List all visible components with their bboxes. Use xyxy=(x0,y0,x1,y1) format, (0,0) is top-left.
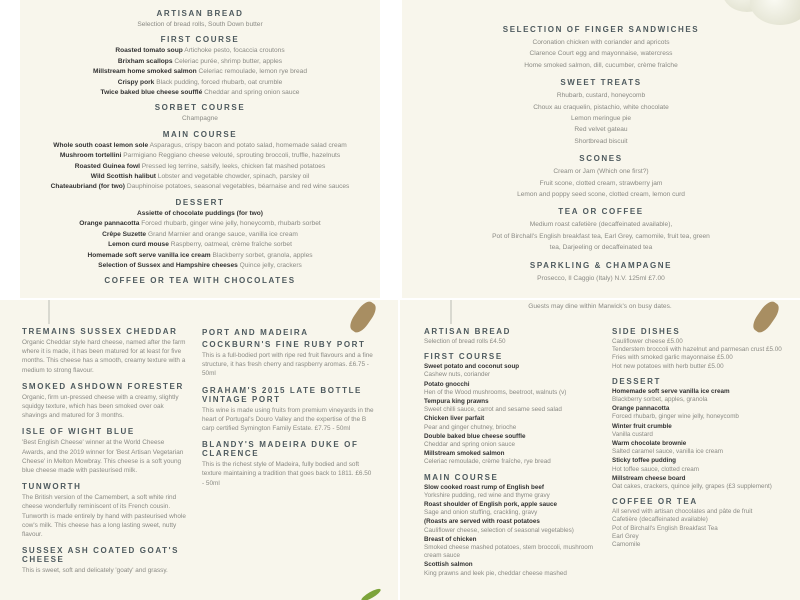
leaf-decoration-icon xyxy=(360,587,382,600)
menu-item xyxy=(20,151,380,161)
item-name: Assiette of chocolate puddings (for two) xyxy=(136,209,263,217)
item-name: Millstream home smoked salmon xyxy=(92,68,197,76)
menu-line: Lemon meringue pie xyxy=(570,115,632,123)
item-description: Cashew nuts, coriander xyxy=(424,371,491,379)
menu-item xyxy=(20,114,380,124)
menu-item xyxy=(20,240,380,250)
item-description: Celeriac remoulade, crème fraîche, rye bread xyxy=(424,458,551,466)
section-heading: MAIN COURSE xyxy=(424,472,499,482)
menu-item xyxy=(20,219,380,229)
menu-line: Clarence Court egg and mayonnaise, watercress xyxy=(529,50,673,58)
afternoon-tea-panel xyxy=(402,0,800,298)
menu-line: Medium roast cafetière (decaffeinated available), xyxy=(529,221,673,229)
item-description: Quince jelly, crackers xyxy=(239,261,302,269)
menu-item xyxy=(20,57,380,67)
menu-line: Camomile xyxy=(612,541,641,549)
item-description: Sweet chilli sauce, carrot and sesame seed salad xyxy=(424,406,562,414)
cheese-heading: TREMAINS SUSSEX CHEDDAR xyxy=(22,327,178,336)
item-name: Orange pannacotta xyxy=(79,220,140,228)
item-name: Crêpe Suzette xyxy=(102,230,147,238)
menu-item xyxy=(20,230,380,240)
menu-line: Tenderstem broccoli with hazelnut and parmesan crust £5.00 xyxy=(612,346,782,354)
item-description: Forced rhubarb, ginger wine jelly, honeycomb, rhubarb sorbet xyxy=(141,220,321,228)
section-heading: DESSERT xyxy=(612,376,661,386)
menu-line: Cauliflower cheese £5.00 xyxy=(612,338,683,345)
cheese-description: This is sweet, soft and delicately 'goaty' and grassy. xyxy=(22,567,168,575)
item-name: Millstream smoked salmon xyxy=(424,450,505,458)
item-name: Breast of chicken xyxy=(424,535,477,543)
item-description: Smoked cheese mashed potatoes, stem broccoli, mushroom cream sauce xyxy=(424,544,594,560)
section-heading: TEA OR COFFEE xyxy=(558,207,644,217)
menu-line: Red velvet gateau xyxy=(574,126,628,134)
item-name: Double baked blue cheese souffle xyxy=(424,432,526,440)
item-description: Lobster and vegetable chowder, spinach, parsley oil xyxy=(157,173,310,181)
menu-line: Shortbread biscuit xyxy=(574,137,628,145)
menu-item xyxy=(20,141,380,151)
item-description: Hot toffee sauce, clotted cream xyxy=(612,465,700,473)
menu-line: Hot new potatoes with herb butter £5.00 xyxy=(612,362,724,370)
menu-item xyxy=(20,162,380,172)
menu-line: Rhubarb, custard, honeycomb xyxy=(556,92,646,100)
item-description: Cheddar and spring onion sauce xyxy=(424,441,516,449)
item-description: Hen of the Wood mushrooms, beetroot, walnuts (v) xyxy=(424,388,567,396)
item-description: Pear and ginger chutney, brioche xyxy=(424,423,517,431)
menu-line: Earl Grey xyxy=(612,532,639,540)
menu-item xyxy=(20,182,380,192)
menu-item xyxy=(20,78,380,88)
menu-line: Home smoked salmon, dill, cucumber, crème fraîche xyxy=(524,61,678,69)
menu-line: Cream or Jam (Which one first?) xyxy=(553,168,649,176)
item-name: Millstream cheese board xyxy=(612,474,686,482)
item-name: Orange pannacotta xyxy=(612,405,670,413)
section-heading: ARTISAN BREAD xyxy=(156,9,244,18)
item-name: Tempura king prawns xyxy=(424,398,489,406)
item-name: Roasted Guinea fowl xyxy=(74,162,140,170)
item-description: Celeriac remoulade, lemon rye bread xyxy=(198,68,308,76)
port-section-heading: PORT AND MADEIRA xyxy=(202,328,309,337)
item-description: Yorkshire pudding, red wine and thyme gravy xyxy=(424,491,550,499)
cheese-heading: SMOKED ASHDOWN FORESTER xyxy=(22,381,184,391)
item-name: Warm chocolate brownie xyxy=(612,440,687,448)
item-name: Scottish salmon xyxy=(424,561,473,569)
cheese-port-panel xyxy=(0,300,398,600)
item-description: Artichoke pesto, focaccia croutons xyxy=(184,47,285,55)
item-description: Sage and onion stuffing, crackling, gravy xyxy=(424,509,538,517)
port-description: This is the richest style of Madeira, fully bodied and soft texture maintaining a tradition that goes back to 1811. £6.50 - 50ml xyxy=(202,461,372,487)
menu-line: Pot of Birchall's English breakfast tea, Earl Grey, camomile, fruit tea, green tea, Darjeeling or decaffeinated tea xyxy=(492,232,710,252)
cheese-heading: SUSSEX ASH COATED GOAT'S CHEESE xyxy=(22,546,180,565)
menu-line: Choux au craquelin, pistachio, white chocolate xyxy=(533,103,669,111)
port-heading: COCKBURN'S FINE RUBY PORT xyxy=(202,340,366,349)
cheese-heading: ISLE OF WIGHT BLUE xyxy=(22,427,135,437)
item-name: Lemon curd mouse xyxy=(108,241,169,249)
item-description: Blackberry sorbet, apples, granola xyxy=(612,396,708,404)
item-name: Homemade soft serve vanilla ice cream xyxy=(87,251,211,259)
port-heading: BLANDY'S MADEIRA DUKE OF CLARENCE xyxy=(202,440,359,459)
section-heading: DESSERT xyxy=(175,197,225,207)
menu-line: All served with artisan chocolates and pâte de fruit xyxy=(612,508,753,516)
item-description: Champagne xyxy=(182,115,218,123)
port-description: This wine is made using fruits from premium vineyards in the heart of Portugal's Douro Valley and the expertise of the B carp certified Symington Family Estate. £7.75 - 50ml xyxy=(202,406,374,433)
item-name: Chicken liver parfait xyxy=(424,415,485,423)
item-description: Parmigiano Reggiano cheese velouté, sprouting broccoli, truffle, hazelnuts xyxy=(123,152,341,160)
item-description: Asparagus, crispy bacon and potato salad, homemade salad cream xyxy=(149,141,347,149)
section-heading: SCONES xyxy=(579,154,623,164)
menu-line: Pot of Birchall's English Breakfast Tea xyxy=(612,524,718,532)
section-heading: COFFEE OR TEA WITH CHOCOLATES xyxy=(104,276,296,286)
item-name: Winter fruit crumble xyxy=(612,422,672,430)
item-name: Chateaubriand (for two) xyxy=(50,183,125,191)
port-description: This is a full-bodied port with ripe red fruit flavours and a fine structure, it has fresh cherry and raspberry aromas. £6.75 - 50ml xyxy=(202,352,373,378)
notice-text: Guests may dine within Marwick's on busy dates. xyxy=(528,303,672,310)
section-heading: SWEET TREATS xyxy=(560,78,642,88)
item-name: Slow cooked roast rump of English beef xyxy=(424,483,545,491)
item-description: Oat cakes, crackers, quince jelly, grapes (£3 supplement) xyxy=(612,483,772,491)
item-name: Roasted tomato soup xyxy=(115,47,183,55)
item-description: Pressed leg terrine, salsify, leeks, chicken fat mashed potatoes xyxy=(141,162,326,170)
cheese-description: 'Best English Cheese' winner at the World Cheese Awards, and the 2019 winner for 'Best Artisan Vegetarian Cheese' in Melton Mowbray. This cheese is a soft young blue cheese made with pasteurised milk. xyxy=(22,439,184,475)
section-heading: ARTISAN BREAD xyxy=(424,327,512,336)
item-description: Selection of bread rolls, South Down butter xyxy=(137,21,263,28)
item-description: Blackberry sorbet, granola, apples xyxy=(212,251,313,259)
dinner-menu-panel xyxy=(20,0,380,298)
item-description: Cheddar and spring onion sauce xyxy=(204,89,300,97)
lunch-menu-panel xyxy=(400,300,800,600)
menu-item xyxy=(20,20,380,30)
item-description: Selection of bread rolls £4.50 xyxy=(424,338,506,345)
menu-line: Cafetière (decaffeinated available) xyxy=(612,516,708,524)
item-description: Salted caramel sauce, vanilla ice cream xyxy=(612,448,723,456)
section-heading: MAIN COURSE xyxy=(162,129,238,139)
menu-item xyxy=(20,209,380,219)
menu-item xyxy=(20,88,380,98)
section-heading: FIRST COURSE xyxy=(160,35,240,45)
menu-item xyxy=(20,261,380,271)
cheese-heading: TUNWORTH xyxy=(22,482,82,492)
item-name: Twice baked blue cheese soufflé xyxy=(100,89,203,97)
item-name: Brixham scallops xyxy=(117,57,173,65)
section-heading: SELECTION OF FINGER SANDWICHES xyxy=(502,25,700,34)
menu-line: Fruit scone, clotted cream, strawberry jam xyxy=(539,179,663,187)
item-name: Sweet potato and coconut soup xyxy=(424,363,520,371)
item-description: Dauphinoise potatoes, seasonal vegetables, béarnaise and red wine sauces xyxy=(126,183,350,191)
item-description: Raspberry, oatmeal, crème fraîche sorbet xyxy=(170,241,292,249)
cheese-description: Organic Cheddar style hard cheese, named after the farm where it is made, it has been matured for at least for five months. This cheese has a smooth, creamy texture with a medium to strong flavour. xyxy=(22,339,186,374)
item-name: (Roasts are served with roast potatoes xyxy=(424,518,540,526)
item-name: Sticky toffee pudding xyxy=(612,457,677,465)
section-heading: SPARKLING & CHAMPAGNE xyxy=(529,260,673,270)
item-name: Whole south coast lemon sole xyxy=(53,141,149,149)
item-description: Cauliflower cheese, selection of seasonal vegetables) xyxy=(424,526,574,534)
menu-line: Fries with smoked garlic mayonnaise £5.00 xyxy=(612,354,733,362)
item-name: Wild Scottish halibut xyxy=(90,173,156,181)
item-description: Vanilla custard xyxy=(612,430,653,438)
item-description: Black pudding, forced rhubarb, oat crumble xyxy=(156,78,283,86)
item-name: Mushroom tortellini xyxy=(59,152,122,160)
item-name: Potato gnocchi xyxy=(424,380,470,388)
cheese-description: The British version of the Camembert, a soft white rind cheese wonderfully reminiscent of its French cousin. Tunworth is made entirely by hand with pasteurised whole cow's milk. This cheese has a long lasting sweet, nutty flavour. xyxy=(22,494,186,539)
item-name: Roast shoulder of English pork, apple sauce xyxy=(424,501,557,509)
section-heading: COFFEE OR TEA xyxy=(612,497,698,507)
item-name: Homemade soft serve vanilla ice cream xyxy=(612,387,730,395)
item-description: Forced rhubarb, ginger wine jelly, honeycomb xyxy=(612,413,739,421)
item-name: Selection of Sussex and Hampshire cheeses xyxy=(98,261,238,269)
item-description: Grand Marnier and orange sauce, vanilla ice cream xyxy=(147,230,298,238)
section-heading: SORBET COURSE xyxy=(154,103,246,113)
item-description: Celeriac purée, shrimp butter, apples xyxy=(174,57,283,65)
port-heading: GRAHAM'S 2015 LATE BOTTLE VINTAGE PORT xyxy=(202,385,362,404)
item-description: King prawns and leek pie, cheddar cheese mashed xyxy=(424,569,567,577)
menu-item xyxy=(20,251,380,261)
cheese-description: Organic, firm un-pressed cheese with a creamy, slightly squidgy texture, which has been smoked over oak shavings and matured for 3 months. xyxy=(22,393,179,420)
stem-decoration-icon xyxy=(48,300,50,324)
menu-item xyxy=(20,46,380,56)
menu-item xyxy=(20,172,380,182)
section-heading: SIDE DISHES xyxy=(612,327,681,336)
menu-item xyxy=(20,67,380,77)
section-heading: FIRST COURSE xyxy=(424,352,503,362)
menu-line: Prosecco, Il Caggio (Italy) N.V. 125ml £7.00 xyxy=(537,274,665,282)
item-name: Crispy pork xyxy=(117,78,155,86)
menu-line: Coronation chicken with coriander and apricots xyxy=(532,39,670,46)
menu-line: Lemon and poppy seed scone, clotted cream, lemon curd xyxy=(517,191,685,199)
